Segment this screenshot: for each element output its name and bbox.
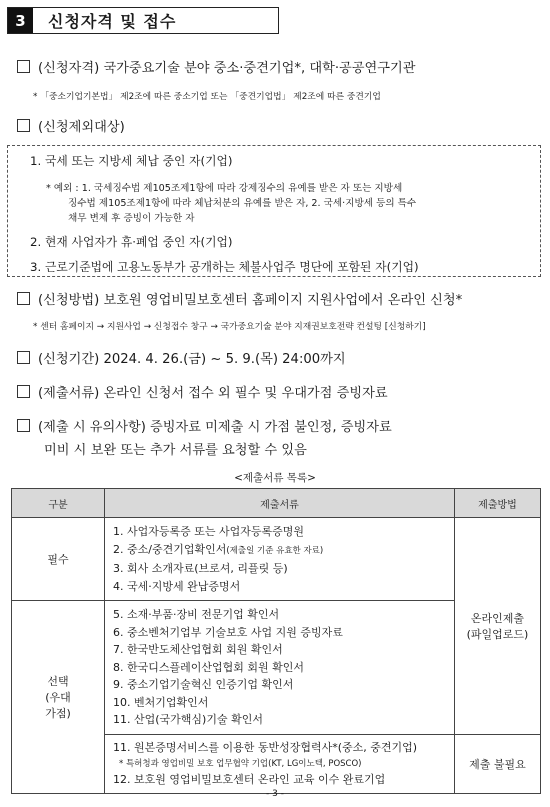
section-title: 신청자격 및 접수 [48, 12, 177, 31]
optional-items [105, 601, 455, 735]
exclusion-heading: (신청제외대상) [38, 120, 125, 135]
online-method-2: (파일업로드) [466, 627, 529, 641]
header-documents: 제출서류 [105, 489, 455, 518]
eligibility-line [17, 57, 415, 76]
exclusion-item-1: 1. 국세 또는 지방세 체납 중인 자(기업) [30, 154, 233, 168]
list-item: 11. 원본증명서비스를 이용한 동반성장협력사*(중소, 중견기업) [113, 740, 418, 754]
documents-table [11, 488, 541, 794]
list-item: 5. 소재·부품·장비 전문기업 확인서 [113, 608, 280, 621]
optional-label-1: 선택 [47, 674, 69, 688]
checkbox-icon [17, 60, 30, 73]
exclusion-exception-2: 징수법 제105조제1항에 따라 체납처분의 유예를 받은 자, 2. 국세·지방세 등의 특수 [68, 198, 417, 209]
header-category: 구분 [12, 489, 105, 518]
section-number: 3 [8, 8, 33, 33]
list-item: 10. 벤처기업확인서 [113, 695, 209, 709]
table-row-required [12, 518, 541, 601]
no-submit-items [105, 734, 455, 793]
no-submit-method: 제출 불필요 [455, 734, 541, 793]
online-method-cell [455, 518, 541, 735]
exclusion-item-2: 2. 현재 사업자가 휴·폐업 중인 자(기업) [30, 235, 233, 249]
list-item: 11. 산업(국가핵심)기술 확인서 [113, 713, 263, 726]
required-items [105, 518, 455, 601]
list-item: 9. 중소기업기술혁신 인증기업 확인서 [113, 678, 294, 691]
required-note: (제출일 기준 유효한 자료) [226, 545, 324, 556]
exclusion-heading-line [17, 116, 125, 135]
page-number: - 3 - [266, 789, 284, 799]
checkbox-icon [17, 351, 30, 364]
list-item: 7. 한국반도체산업협회 회원 확인서 [113, 643, 283, 656]
header-method: 제출방법 [455, 489, 541, 518]
method-note: * 센터 홈페이지 → 지원사업 → 신청접수 창구 → 국가중요기술 분야 지재권보호전략 컨설팅 [신청하기] [33, 322, 426, 332]
optional-label-2: (우대 [45, 690, 71, 704]
table-caption: <제출서류 목록> [234, 472, 316, 484]
table-header-row [12, 489, 541, 518]
list-item: 8. 한국디스플레이산업협회 회원 확인서 [113, 660, 304, 674]
last-note: * 특허청과 영업비밀 보호 업무협약 기업(KT, LG이노텍, POSCO) [119, 758, 362, 769]
period-line [17, 348, 346, 367]
caution-text-1: (제출 시 유의사항) 증빙자료 미제출 시 가점 불인정, 증빙자료 [38, 420, 392, 435]
checkbox-icon [17, 419, 30, 432]
optional-label-cell [12, 601, 105, 794]
caution-text-2: 미비 시 보완 또는 추가 서류를 요청할 수 있음 [44, 443, 307, 458]
list-item: 1. 사업자등록증 또는 사업자등록증명원 [113, 525, 304, 538]
list-item: 6. 중소벤처기업부 기술보호 사업 지원 증빙자료 [113, 625, 343, 639]
section-header [7, 7, 279, 34]
eligibility-text: (신청자격) 국가중요기술 분야 중소·중견기업*, 대학·공공연구기관 [38, 61, 416, 76]
optional-label-3: 가점) [45, 706, 71, 720]
method-line [17, 289, 462, 308]
list-item: 12. 보호원 영업비밀보호센터 온라인 교육 이수 완료기업 [113, 772, 386, 786]
checkbox-icon [17, 119, 30, 132]
exclusion-item-3: 3. 근로기준법에 고용노동부가 공개하는 체불사업주 명단에 포함된 자(기업) [30, 260, 419, 274]
documents-line [17, 382, 388, 401]
online-method-1: 온라인제출 [470, 611, 525, 625]
period-text: (신청기간) 2024. 4. 26.(금) ~ 5. 9.(목) 24:00까지 [38, 352, 346, 367]
exclusion-exception-1: * 예외 : 1. 국세징수법 제105조제1항에 따라 강제징수의 유예를 받은 자 또는 지방세 [46, 183, 403, 194]
list-item: 2. 중소/중견기업확인서(제출일 기준 유효한 자료) [113, 542, 324, 556]
list-item: 4. 국세·지방세 완납증명서 [113, 579, 241, 593]
eligibility-note: * 「중소기업기본법」 제2조에 따른 중소기업 또는 「중견기업법」 제2조에 따른 중견기업 [33, 92, 381, 102]
checkbox-icon [17, 385, 30, 398]
list-item: 3. 회사 소개자료(브로셔, 리플릿 등) [113, 562, 288, 575]
required-label: 필수 [12, 518, 105, 601]
method-text: (신청방법) 보호원 영업비밀보호센터 홈페이지 지원사업에서 온라인 신청* [38, 293, 463, 308]
caution-line [17, 416, 392, 435]
exclusion-exception-3: 채무 변제 후 증빙이 가능한 자 [68, 213, 195, 224]
checkbox-icon [17, 292, 30, 305]
documents-text: (제출서류) 온라인 신청서 접수 외 필수 및 우대가점 증빙자료 [38, 386, 388, 401]
